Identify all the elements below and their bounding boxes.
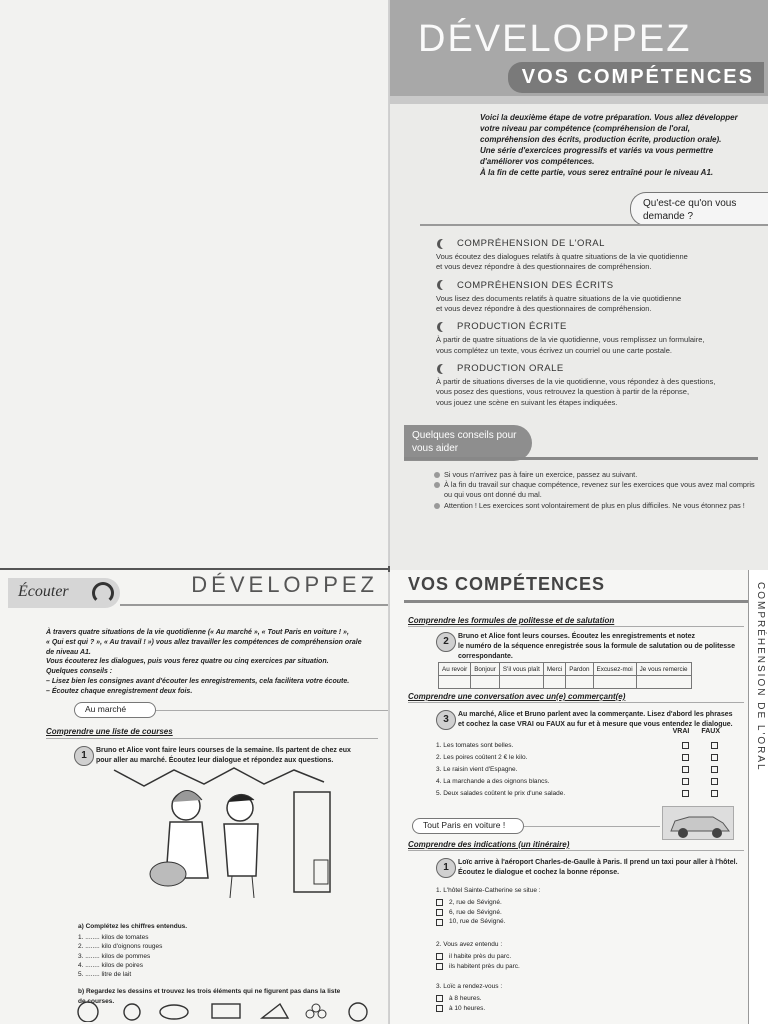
vrai-checkbox[interactable] [682,766,689,773]
blank-page [0,0,388,568]
headphones-icon [92,582,114,604]
table-cell: Je vous remercie [636,663,691,676]
table-cell: Au revoir [439,663,471,676]
vrai-checkbox[interactable] [682,754,689,761]
intro-line: Une série d'exercices progressifs et variés va vous permettre [480,146,714,156]
skill-item [436,238,756,273]
vrai-checkbox[interactable] [682,778,689,785]
intro-page [390,0,768,570]
skill-desc: et vous devez répondre à des questionnaires de compréhension. [436,304,652,314]
table-cell: Merci [543,663,565,676]
fill-blank[interactable]: ........ [85,952,100,960]
ecouter-page [0,570,388,1024]
option-checkbox[interactable] [436,919,443,926]
intro-line: À la fin de cette partie, vous serez entraîné pour le niveau A1. [480,168,714,178]
question-a: a) Complétez les chiffres entendus. [78,923,188,930]
intro-line: Vous écouterez les dialogues, puis vous ferez quatre ou cinq exercices par situation. [46,658,329,666]
answer-cell[interactable] [566,676,593,689]
fill-item: 4. ........ kilos de poires [78,961,144,969]
question-divider [420,224,768,226]
true-false-list [436,728,726,799]
intro-line: – Lisez bien les consignes avant d'écouter les enregistrements, cela facilitera votre écoute. [46,677,350,685]
question-3: 3. Loïc a rendez-vous : à 8 heures. à 10 heures. [436,982,636,1013]
fill-blank[interactable]: ........ [85,971,100,979]
hero-underline [390,96,768,104]
answer-cell[interactable] [636,676,691,689]
section-tab-marche: Au marché [74,702,156,718]
option-row[interactable]: ils habitent près du parc. [436,962,636,972]
fish-icon [160,1005,188,1019]
ecouter-header [0,570,388,614]
fill-item: 3. ........ kilos de pommes [78,952,151,960]
hero-band [390,0,768,104]
option-row[interactable]: 6, rue de Sévigné. [436,908,636,918]
question-tab: Qu'est-ce qu'on vous demande ? [630,192,768,226]
answer-cell[interactable] [499,676,543,689]
option-checkbox[interactable] [436,953,443,960]
exercise-instructions: Loïc arrive à l'aéroport Charles-de-Gaulle à Paris. Il prend un taxi pour aller à l'hôtel. Écoutez le dialogue et cochez la bonne réponse. [458,859,738,876]
option-row[interactable]: 10, rue de Sévigné. [436,917,636,927]
fill-item: 5. ........ litre de lait [78,971,132,979]
faux-checkbox[interactable] [711,766,718,773]
option-checkbox[interactable] [436,909,443,916]
skill-title: COMPRÉHENSION DES ÉCRITS [457,279,614,291]
intro-line: votre niveau par compétence (compréhension de l'oral, [480,124,690,134]
table-cell: S'il vous plaît [499,663,543,676]
statement-row: 4. La marchande a des oignons blancs. [436,775,726,787]
exercise-line: Bruno et Alice vont faire leurs courses de la semaine. Ils partent de chez eux [96,747,351,754]
crescent-icon [440,239,449,249]
skill-desc: Vous écoutez des dialogues relatifs à quatre situations de la vie quotidienne [436,252,688,261]
option-row[interactable]: à 8 heures. [436,994,636,1004]
exercise-number: 1 [74,746,94,766]
sub-heading: Comprendre les formules de politesse et de salutation [408,616,615,625]
column-vrai: VRAI [672,728,690,735]
skill-item [436,280,756,315]
box-icon [212,1004,240,1018]
skill-desc: vous posez des questions, vous retrouvez la question à partir de la réponse, [436,387,690,397]
table-cell: Excusez-moi [593,663,636,676]
vrai-checkbox[interactable] [682,790,689,797]
market-illustration [74,766,350,900]
skill-desc: Vous lisez des documents relatifs à quatre situations de la vie quotidienne [436,293,682,303]
exercise-number: 2 [436,632,456,652]
skills-list [436,238,756,415]
hero-subtitle: VOS COMPÉTENCES [508,62,764,93]
intro-line: compréhension des écrits, production écrite, production orale). [480,135,722,145]
vrai-checkbox[interactable] [682,742,689,749]
column-faux: FAUX [701,728,720,735]
sub-heading: Comprendre des indications (un itinéraire) [408,840,570,849]
table-cell: Bonjour [471,663,500,676]
crescent-icon [440,322,449,332]
skill-desc: et vous devez répondre à des questionnaires de compréhension. [436,262,652,272]
faux-checkbox[interactable] [711,790,718,797]
tomato-icon [124,1004,140,1020]
skill-desc: vous complétez un texte, vous écrivez un courriel ou une carte postale. [436,345,672,355]
skill-item [436,363,756,408]
tips-divider [404,457,758,460]
crescent-icon [440,364,449,374]
intro-line: de niveau A1. [46,648,91,656]
skill-desc: À partir de situations diverses de la vie quotidienne, vous répondez à des questions, [436,377,716,387]
competences-title-line [404,600,750,603]
crescent-icon [440,280,449,290]
fill-blank[interactable]: ........ [85,961,100,969]
skill-title: PRODUCTION ORALE [457,363,564,375]
exercise-instructions: Bruno et Alice font leurs courses. Écoutez les enregistrements et notez le numéro de la séquence enregistrée sous la formule de salutation ou de politesse correspondante. [458,633,735,660]
politeness-table [438,662,692,689]
tip-item: Attention ! Les exercices sont volontairement de plus en plus difficiles. Ne vous étonnez pas ! [434,501,758,511]
competences-title: VOS COMPÉTENCES [408,574,606,594]
lettuce-icon [78,1002,98,1022]
exercise-line: pour aller au marché. Écoutez leur dialogue et répondez aux questions. [96,756,334,764]
exercise-number: 1 [436,858,456,878]
intro-line: d'améliorer vos compétences. [480,157,595,167]
car-photo [662,806,734,840]
food-drawings [74,998,384,1022]
fill-blank[interactable]: ........ [85,934,100,942]
sub-heading-line [408,702,744,703]
option-row[interactable]: 2, rue de Sévigné. [436,898,636,908]
fill-in-list [78,922,378,1006]
answer-cell[interactable] [543,676,565,689]
option-checkbox[interactable] [436,995,443,1002]
option-checkbox[interactable] [436,1005,443,1012]
intro-line: – Écoutez chaque enregistrement deux fois. [46,687,193,695]
grapes-icon [318,1010,326,1018]
option-row[interactable]: à 10 heures. [436,1004,636,1014]
ecouter-intro [46,628,366,697]
apple-icon [349,1003,367,1021]
sub-heading: Comprendre une conversation avec un(e) commerçant(e) [408,692,626,701]
skill-title: PRODUCTION ÉCRITE [457,321,567,333]
question-2: 2. Vous avez entendu : il habite près du parc. ils habitent près du parc. [436,940,636,971]
side-band [748,570,768,1024]
faux-checkbox[interactable] [711,742,718,749]
question-1: 1. L'hôtel Sainte-Catherine se situe : 2, rue de Sévigné. 6, rue de Sévigné. 10, rue de Sévigné. [436,886,636,927]
skill-title: COMPRÉHENSION DE L'ORAL [457,238,605,249]
section-line [524,826,660,827]
hero-title: DÉVELOPPEZ [418,18,692,60]
tip-item: À la fin du travail sur chaque compétence, revenez sur les exercices que vous avez mal compris ou qui vous ont donné du mal. [434,480,758,500]
intro-paragraph [480,112,756,178]
question-b: b) Regardez les dessins et trouvez les trois éléments qui ne figurent pas dans la liste de courses. [78,988,341,1005]
ecouter-header-line [120,604,388,606]
exercise-instructions [96,746,376,766]
cheese-icon [262,1004,288,1018]
table-cell: Pardon [566,663,593,676]
fill-blank[interactable]: ........ [85,943,100,951]
statement-row: 5. Deux salades coûtent le prix d'une salade. [436,787,726,799]
faux-checkbox[interactable] [711,754,718,761]
ecouter-title: DÉVELOPPEZ [191,572,378,597]
fill-item: 2. ........ kilo d'oignons rouges [78,943,163,951]
tips-list [434,470,758,511]
faux-checkbox[interactable] [711,778,718,785]
exercise-instructions: Au marché, Alice et Bruno parlent avec la commerçante. Lisez d'abord les phrases et cochez la case VRAI ou FAUX au fur et à mesure que vous entendez le dialogue. [458,711,733,728]
intro-line: « Qui est qui ? », « Au travail ! ») vous allez travailler les compétences de compréhension orale [46,638,362,646]
intro-line: À travers quatre situations de la vie quotidienne (« Au marché », « Tout Paris en voiture ! », [46,629,349,636]
option-checkbox[interactable] [436,963,443,970]
answer-cell[interactable] [593,676,636,689]
intro-line: Voici la deuxième étape de votre préparation. Vous allez développer [480,113,738,122]
skill-desc: À partir de quatre situations de la vie quotidienne, vous remplissez un formulaire, [436,335,705,345]
sub-heading-line [408,626,744,627]
competences-page [390,570,768,1024]
answer-cell[interactable] [439,676,471,689]
car-icon [663,807,735,841]
statement-row: 3. Le raisin vient d'Espagne. [436,763,726,775]
statement-row: 2. Les poires coûtent 2 € le kilo. [436,751,726,763]
fill-item: 1. ........ kilos de tomates [78,934,149,942]
sub-heading-line [46,738,378,739]
section-tab-paris: Tout Paris en voiture ! [412,818,524,834]
skill-item [436,321,756,356]
sub-heading: Comprendre une liste de courses [46,727,173,736]
tips-tab: Quelques conseils pour vous aider [404,425,532,461]
option-checkbox[interactable] [436,899,443,906]
section-line [156,710,388,711]
skill-desc: vous jouez une scène en suivant les étapes indiquées. [436,397,618,407]
sub-heading-line [408,850,744,851]
side-label: COMPRÉHENSION DE L'ORAL [755,582,766,772]
exercise-number: 3 [436,710,456,730]
ecouter-logo: Écouter [8,578,120,608]
option-row[interactable]: il habite près du parc. [436,952,636,962]
tip-item: Si vous n'arrivez pas à faire un exercice, passez au suivant. [434,470,758,480]
intro-line: Quelques conseils : [46,668,113,676]
statement-row: 1. Les tomates sont belles. [436,739,726,751]
answer-cell[interactable] [471,676,500,689]
